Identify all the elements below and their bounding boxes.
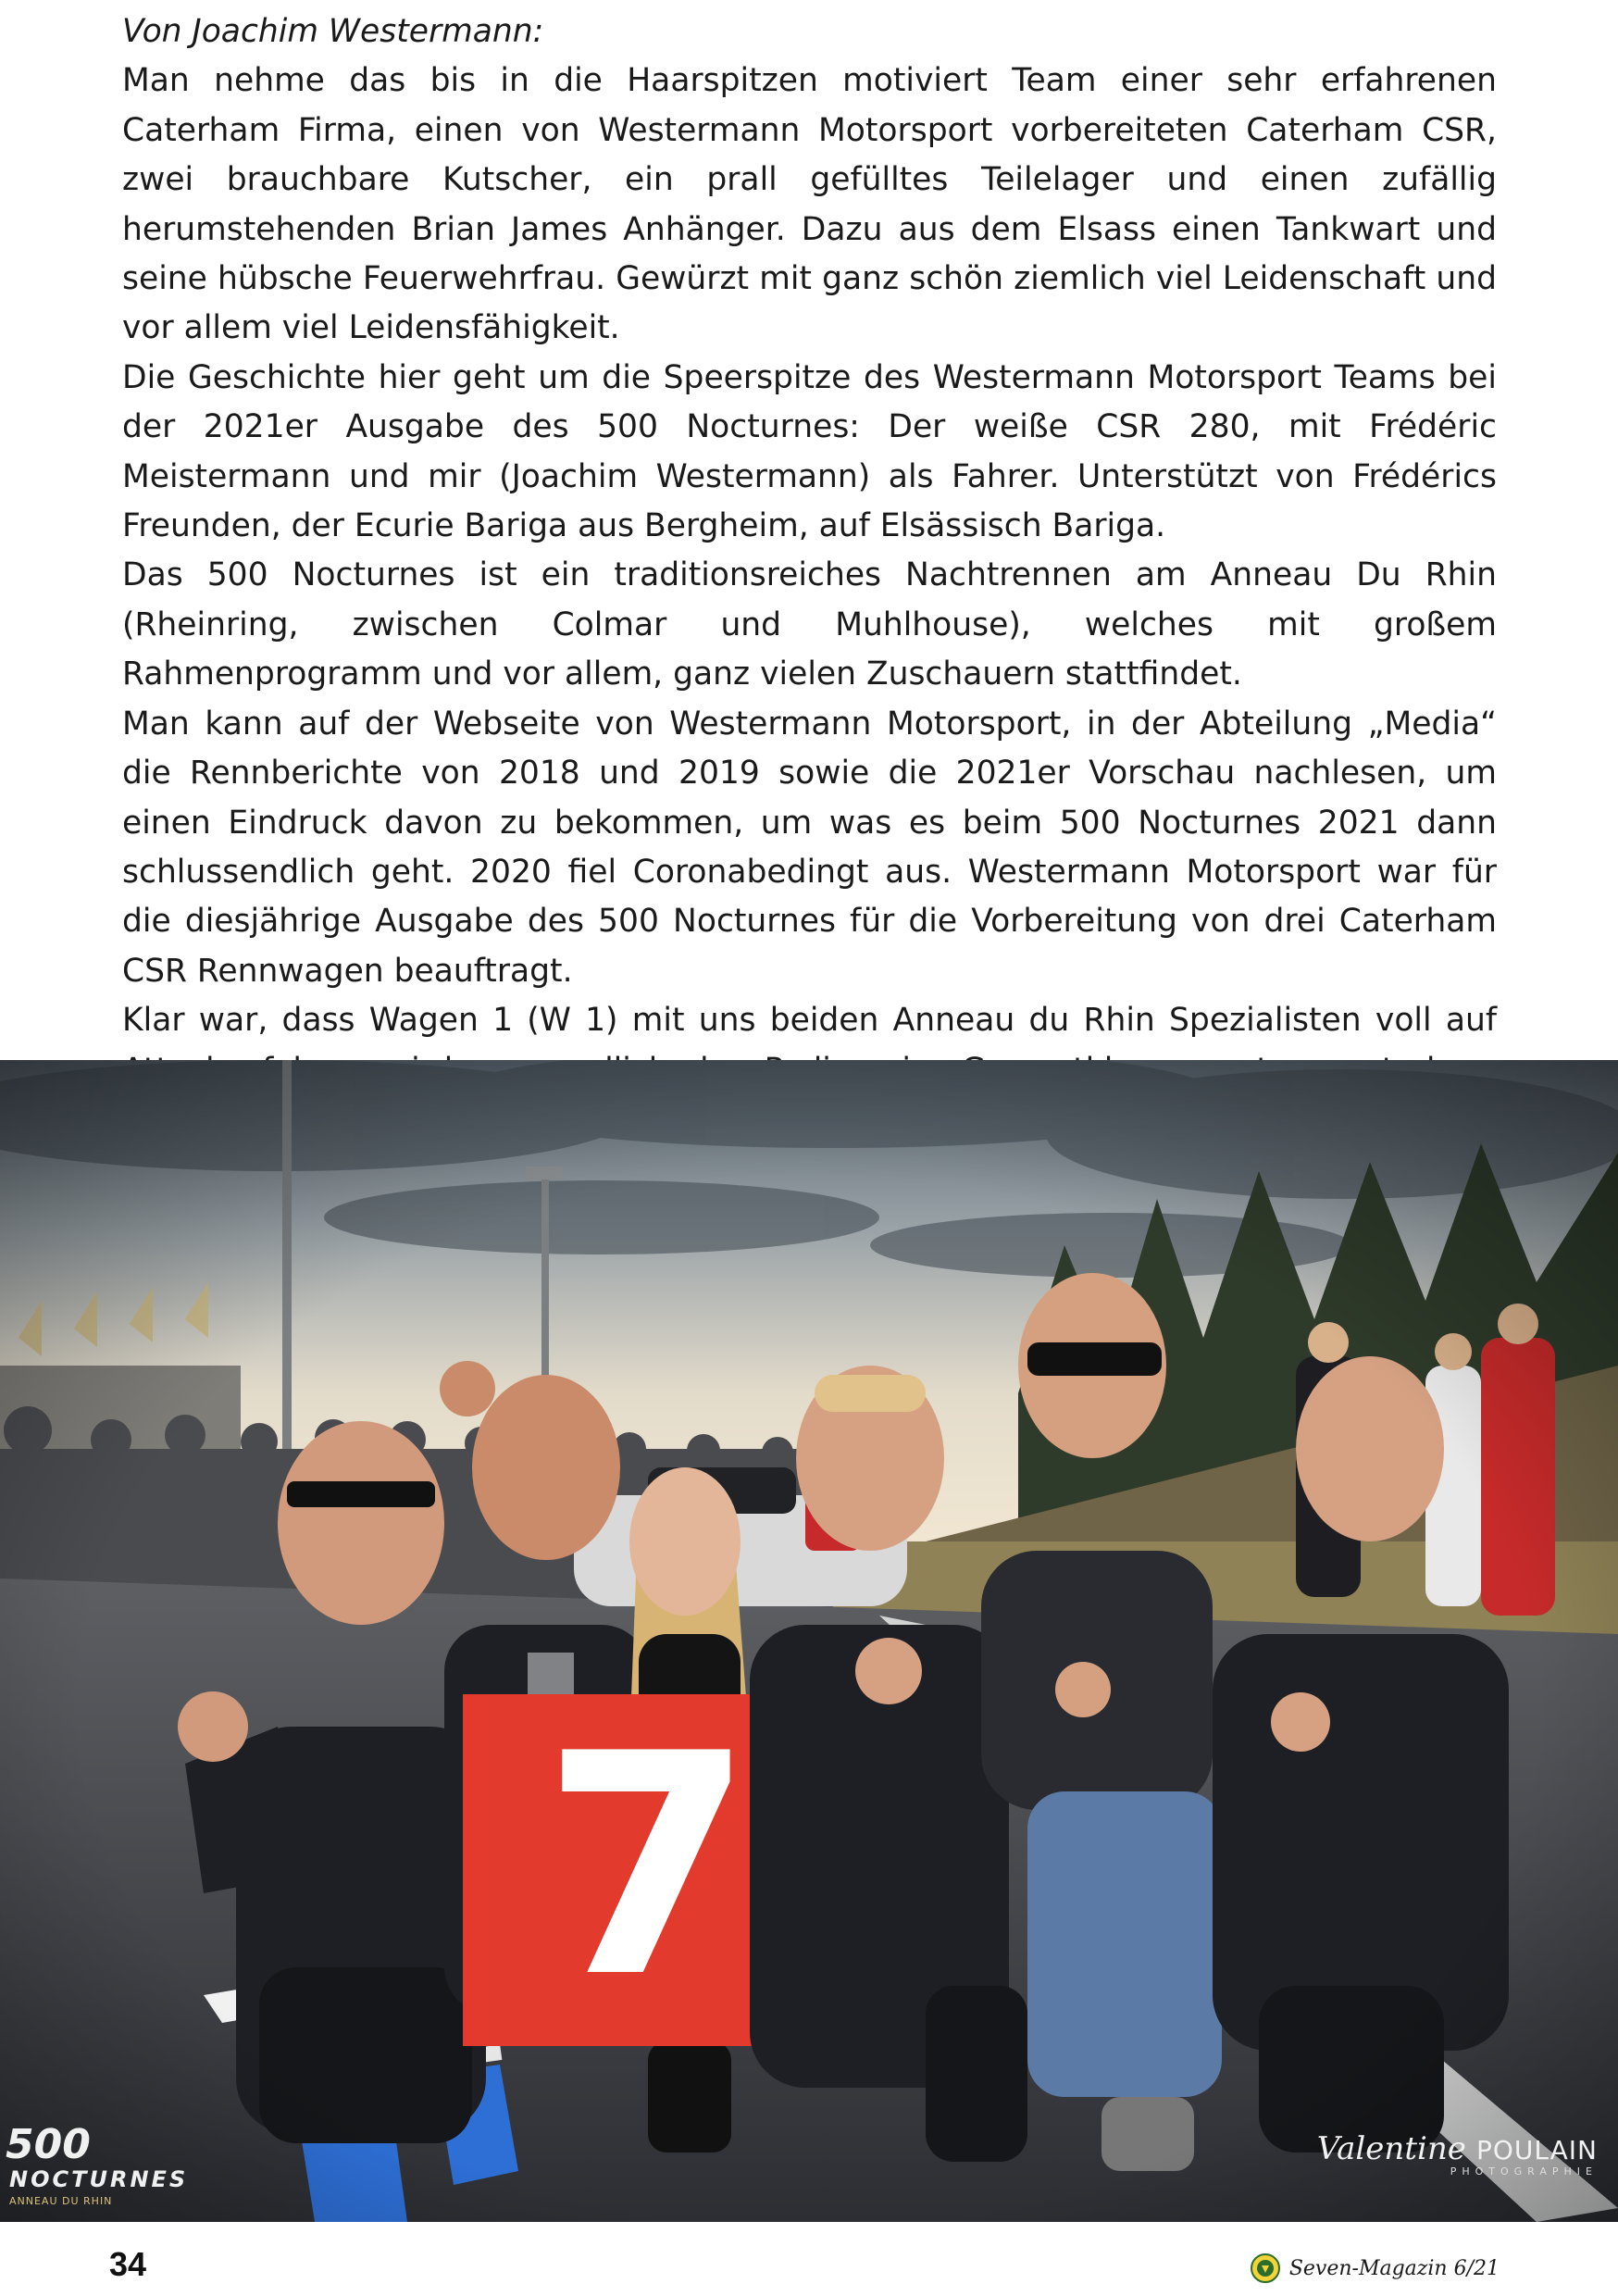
event-logo-nocturnes: NOCTURNES: [9, 2166, 189, 2192]
event-logo-subline: ANNEAU DU RHIN: [9, 2195, 113, 2207]
photographer-name: POULAIN: [1475, 2135, 1598, 2165]
paragraph: Die Geschichte hier geht um die Speerspitze des Westermann Motorsport Teams bei der 2021er Ausgabe des 500 Nocturnes: Der weiße CSR 280, mit Frédéric Meistermann und mir (Joachim Westermann) als Fahrer. Unterstützt von Frédérics Freunden, der Ecurie Bariga aus Bergheim, auf Elsässisch Bariga.: [122, 358, 1497, 545]
paragraph: Man kann auf der Webseite von Westermann Motorsport, in der Abteilung „Media“ die Rennberichte von 2018 und 2019 sowie die 2021er Vorschau nachlesen, um einen Eindruck davon zu bekommen, um was es beim 500 Nocturnes 2021 dann schlussendlich geht. 2020 fiel Coronabedingt aus. Westermann Motorsport war für die diesjährige Ausgabe des 500 Nocturnes für die Vorbereitung von drei Caterham CSR Rennwagen beauftragt.: [122, 705, 1497, 990]
event-logo-500: 500: [6, 2121, 91, 2168]
team-photo: [0, 1060, 1618, 2222]
paragraph: Klar war, dass Wagen 1 (W 1) mit uns beiden Anneau du Rhin Spezialisten voll auf: [122, 1002, 1497, 1040]
paragraph: Das 500 Nocturnes ist ein traditionsreiches Nachtrennen am Anneau Du Rhin (Rheinring, zwischen Colmar und Muhlhouse), welches mit großem Rahmenprogramm und vor allem, ganz vielen Zuschauern stattfindet.: [122, 556, 1497, 693]
article-body: [122, 7, 1497, 1194]
byline: Von Joachim Westermann:: [122, 13, 544, 50]
photographer-sub: PHOTOGRAPHIE: [1450, 2165, 1598, 2177]
page-number: 34: [109, 2245, 147, 2283]
magazine-name: Seven-Magazin 6/21: [1288, 2256, 1500, 2280]
club-logo-icon: [1251, 2253, 1280, 2283]
paragraph: Man nehme das bis in die Haarspitzen motiviert Team einer sehr erfahrenen Caterham Firma, einen von Westermann Motorsport vorbereiteten Caterham CSR, zwei brauchbare Kutscher, ein prall gefülltes Teilelager und einen zufällig herumstehenden Brian James Anhänger. Dazu aus dem Elsass einen Tankwart und seine hübsche Feuerwehrfrau. Gewürzt mit ganz schön ziemlich viel Leidenschaft und vor allem viel Leidensfähigkeit.: [122, 62, 1497, 347]
photo-credit: [1317, 2130, 1598, 2177]
team-photo-illustration: [0, 1060, 1618, 2222]
photographer-signature: Valentine: [1316, 2130, 1466, 2167]
magazine-footer: [1251, 2253, 1500, 2283]
